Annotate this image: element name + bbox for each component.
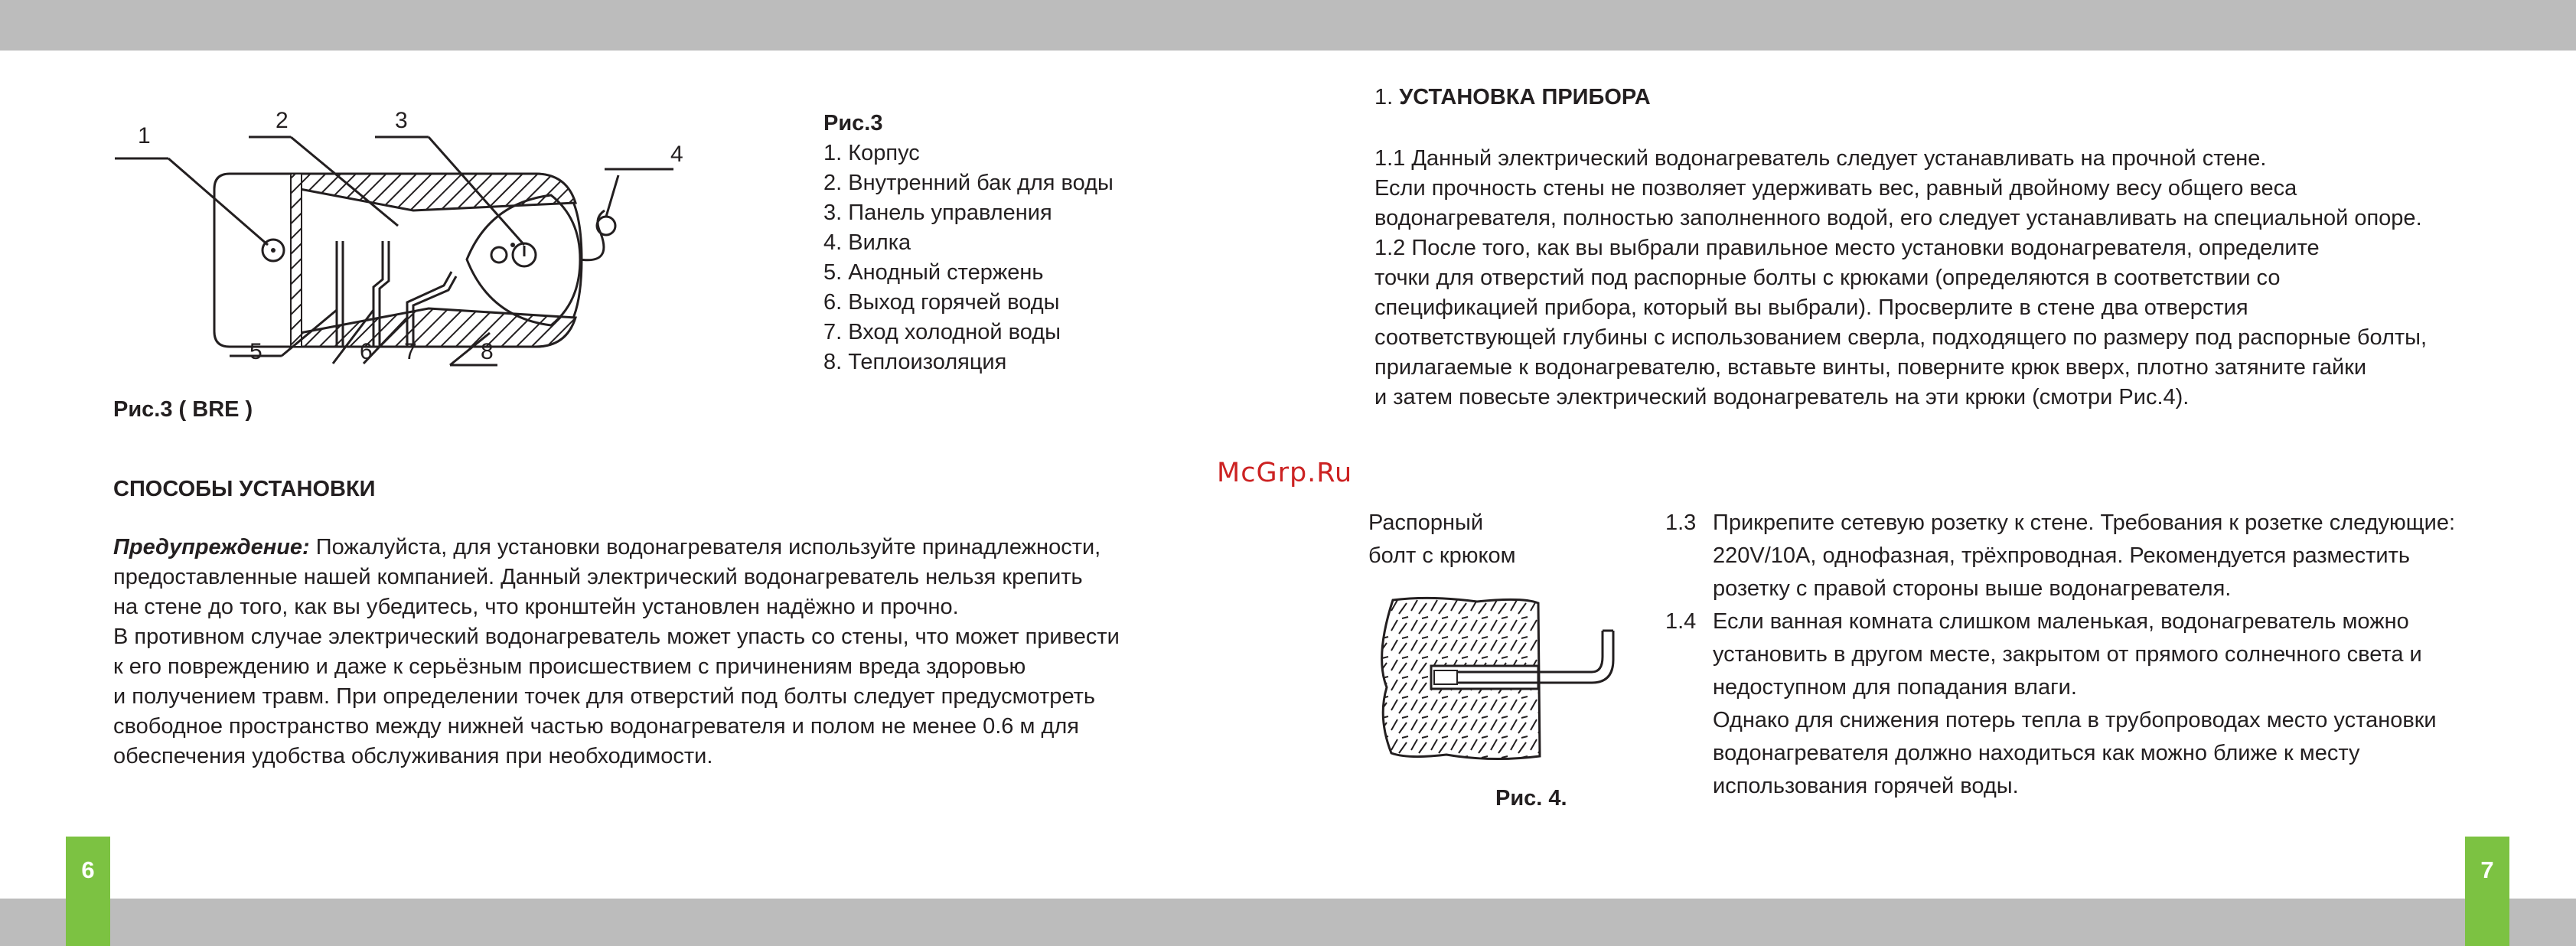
section-line: Если прочность стены не позволяет удерживать вес, равный двойному весу общего веса — [1374, 176, 2297, 201]
item-line: розетку с правой стороны выше водонагревателя. — [1713, 576, 2232, 601]
callout-5: 5 — [249, 339, 262, 364]
water-heater-diagram — [107, 103, 719, 379]
figure4-caption: Рис. 4. — [1495, 786, 1567, 811]
section-title: УСТАНОВКА ПРИБОРА — [1399, 85, 1651, 109]
methods-line: на стене до того, как вы убедитесь, что кронштейн установлен надёжно и прочно. — [113, 595, 959, 619]
callout-1: 1 — [138, 123, 151, 148]
callout-4: 4 — [670, 142, 683, 167]
methods-line: В противном случае электрический водонагреватель может упасть со стены, что может привести — [113, 625, 1120, 649]
legend-item: 2. Внутренний бак для воды — [823, 171, 1114, 195]
bottom-band — [0, 899, 2576, 946]
item-line: установить в другом месте, закрытом от прямого солнечного света и — [1713, 642, 2422, 667]
methods-heading: СПОСОБЫ УСТАНОВКИ — [113, 477, 376, 501]
figure3-caption: Рис.3 ( BRE ) — [113, 397, 253, 422]
section-heading — [1374, 83, 1651, 113]
section-line: соответствующей глубины с использованием сверла, подходящего по размеру под распорные болты, — [1374, 325, 2428, 350]
bolt-sleeve — [1434, 670, 1457, 684]
watermark: McGrp.Ru — [1217, 458, 1353, 488]
control-panel — [467, 195, 580, 325]
callout-3: 3 — [395, 108, 408, 133]
methods-text — [113, 533, 1120, 771]
item-line: использования горячей воды. — [1713, 774, 2019, 798]
legend-item: 4. Вилка — [823, 230, 911, 255]
section-line: спецификацией прибора, который вы выбрали). Просверлите в стене два отверстия — [1374, 295, 2248, 320]
item-line: Однако для снижения потерь тепла в трубопроводах место установки — [1713, 708, 2437, 732]
callout-6: 6 — [360, 339, 373, 364]
section-body — [1374, 144, 2427, 413]
item-line: Если ванная комната слишком маленькая, водонагреватель можно — [1713, 609, 2409, 634]
wall-bolt-diagram — [1370, 595, 1615, 764]
figure4-label — [1368, 507, 1516, 572]
methods-line: свободное пространство между нижней частью водонагревателя и полом не менее 0.6 м для — [113, 714, 1079, 739]
callout-7: 7 — [404, 339, 417, 364]
legend-item: 8. Теплоизоляция — [823, 350, 1007, 374]
callout-8: 8 — [481, 339, 494, 364]
section-line: 1.2 После того, как вы выбрали правильное место установки водонагревателя, определите — [1374, 236, 2320, 260]
legend-item: 1. Корпус — [823, 141, 920, 165]
item-number: 1.3 — [1665, 511, 1697, 535]
section-line: 1.1 Данный электрический водонагреватель следует устанавливать на прочной стене. — [1374, 146, 2267, 171]
legend-item: 7. Вход холодной воды — [823, 320, 1061, 344]
warning-label: Предупреждение: — [113, 535, 310, 559]
page-number-right: 7 — [2465, 837, 2509, 946]
section-line: прилагаемые к водонагревателю, вставьте винты, поверните крюк вверх, плотно затяните гайки — [1374, 355, 2367, 380]
methods-line: к его повреждению и даже к серьёзным происшествием с причинениям вреда здоровью — [113, 654, 1026, 679]
methods-line: и получением травм. При определении точек для отверстий под болты следует предусмотреть — [113, 684, 1095, 709]
figure4-label-line: болт с крюком — [1368, 543, 1516, 568]
figure4-label-line: Распорный — [1368, 511, 1484, 535]
legend-item: 3. Панель управления — [823, 201, 1052, 225]
section-number: 1. — [1374, 85, 1400, 109]
methods-line: предоставленные нашей компанией. Данный электрический водонагреватель нельзя крепить — [113, 565, 1083, 589]
insulation-bottom — [300, 308, 576, 347]
item-line: недоступном для попадания влаги. — [1713, 675, 2077, 700]
item-line: водонагревателя должно находиться как можно ближе к месту — [1713, 741, 2360, 765]
legend-item: 5. Анодный стержень — [823, 260, 1044, 285]
legend-item: 6. Выход горячей воды — [823, 290, 1060, 315]
section-line: и затем повесьте электрический водонагреватель на эти крюки (смотри Рис.4). — [1374, 385, 2190, 409]
panel-knob-left — [491, 247, 507, 263]
item-line: 220V/10A, однофазная, трёхпроводная. Рекомендуется разместить — [1713, 543, 2410, 568]
hook-icon — [1592, 631, 1613, 683]
page-number-left: 6 — [66, 837, 110, 946]
insulation-left — [291, 174, 302, 347]
section-line: точки для отверстий под распорные болты с крюками (определяются в соответствии со — [1374, 266, 2281, 290]
legend-title: Рис.3 — [823, 111, 883, 135]
methods-line: Пожалуйста, для установки водонагревателя используйте принадлежности, — [309, 535, 1101, 559]
item-line: Прикрепите сетевую розетку к стене. Требования к розетке следующие: — [1713, 511, 2456, 535]
item-text — [1713, 507, 2455, 605]
item-number: 1.4 — [1665, 609, 1697, 634]
callout-2: 2 — [276, 108, 289, 133]
figure3-legend — [823, 109, 1114, 377]
section-line: водонагревателя, полностью заполненного водой, его следует устанавливать на специальной опоре. — [1374, 206, 2422, 230]
top-band — [0, 0, 2576, 51]
item-text — [1713, 605, 2437, 803]
methods-line: обеспечения удобства обслуживания при необходимости. — [113, 744, 713, 768]
plug-icon — [597, 217, 615, 235]
